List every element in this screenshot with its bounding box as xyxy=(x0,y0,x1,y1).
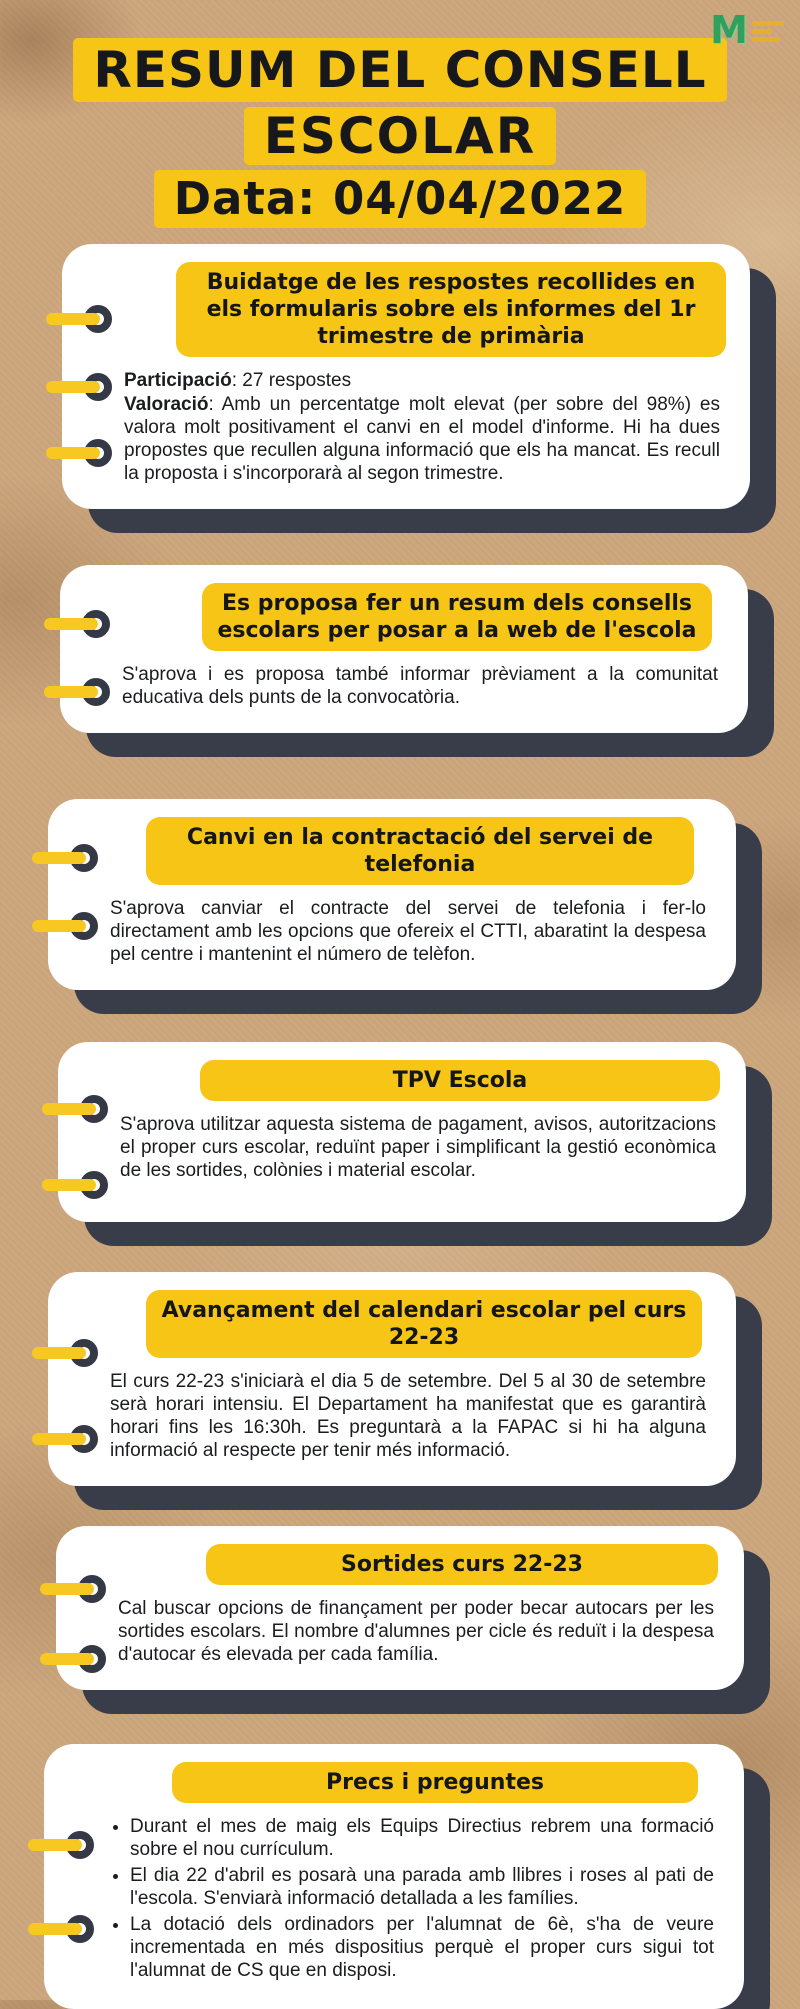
binder-clip-icon xyxy=(32,911,98,941)
poster-title-line2: ESCOLAR xyxy=(244,107,556,165)
card-heading: Avançament del calendari escolar pel curs 22-23 xyxy=(146,1290,702,1358)
card-body: El curs 22-23 s'iniciarà el dia 5 de setembre. Del 5 al 30 de setembre serà horari intensiu. El Departament ha manifestat que es garantirà horari fins les 16:30h. Es preguntarà a la FAPAC si hi ha alguna informació al respecte per tenir més informació. xyxy=(110,1371,706,1461)
valuation-value: : Amb un percentatge molt elevat (per sobre del 98%) es valora molt positivament el canvi en el model d'informe. Hi ha dues propostes que recullen alguna informació que els ha mancat. Es recull la proposta i s'incorporarà al segon trimestre. xyxy=(124,394,720,484)
binder-clip-icon xyxy=(32,1424,98,1454)
card-tpv xyxy=(58,1042,746,1222)
card-body: S'aprova canviar el contracte del servei de telefonia i fer-lo directament amb les opcions que ofereix el CTTI, abaratint la despesa pel centre i mantenint el número de telèfon. xyxy=(110,898,706,965)
card-body: Cal buscar opcions de finançament per poder becar autocars per les sortides escolars. El nombre d'alumnes per cicle és reduït i la despesa d'autocar és elevada per cada família. xyxy=(118,1598,714,1665)
binder-clip-icon xyxy=(32,1338,98,1368)
card-body: S'aprova i es proposa també informar prèviament a la comunitat educativa dels punts de la convocatòria. xyxy=(122,664,718,708)
card-heading: TPV Escola xyxy=(200,1060,720,1101)
card-precs-i-preguntes xyxy=(44,1744,744,2009)
card-paragraph-participacio xyxy=(124,369,720,392)
card-heading: Precs i preguntes xyxy=(172,1762,698,1803)
bullet-item: • Durant el mes de maig els Equips Directius rebrem una formació sobre el nou currículum. xyxy=(130,1815,714,1861)
poster-date: Data: 04/04/2022 xyxy=(154,170,647,228)
poster-title-line1: RESUM DEL CONSELL xyxy=(73,38,726,102)
binder-clip-icon xyxy=(42,1094,108,1124)
school-logo-text-lines-icon xyxy=(752,21,784,42)
binder-clip-icon xyxy=(44,609,110,639)
card-heading: Canvi en la contractació del servei de telefonia xyxy=(146,817,694,885)
binder-clip-icon xyxy=(28,1830,94,1860)
binder-clip-icon xyxy=(40,1574,106,1604)
binder-clip-icon xyxy=(28,1914,94,1944)
participation-value: : 27 respostes xyxy=(231,370,352,391)
card-heading: Buidatge de les respostes recollides en els formularis sobre els informes del 1r trimestre de primària xyxy=(176,262,726,357)
card-telefonia xyxy=(48,799,736,990)
card-resum-web xyxy=(60,565,748,733)
cards-column xyxy=(0,244,800,2009)
poster-title xyxy=(0,0,800,228)
binder-clip-icon xyxy=(46,304,112,334)
binder-clip-icon xyxy=(44,677,110,707)
binder-clip-icon xyxy=(46,438,112,468)
binder-clip-icon xyxy=(46,372,112,402)
card-calendari xyxy=(48,1272,736,1486)
card-body: S'aprova utilitzar aquesta sistema de pagament, avisos, autoritzacions el proper curs escolar, reduïnt paper i simplificant la gestió econòmica de les sortides, colònies i material escolar. xyxy=(120,1114,716,1181)
binder-clip-icon xyxy=(40,1644,106,1674)
card-bullet-list xyxy=(106,1815,714,1982)
participation-label: Participació xyxy=(124,370,232,391)
card-sortides xyxy=(56,1526,744,1690)
bullet-item: • El dia 22 d'abril es posarà una parada amb llibres i roses al pati de l'escola. S'enviarà informació detallada a les famílies. xyxy=(130,1864,714,1910)
card-formularis xyxy=(62,244,750,509)
school-logo xyxy=(710,8,784,52)
bullet-item: • La dotació dels ordinadors per l'alumnat de 6è, s'ha de veure incrementada en més dispositius perquè el proper curs sigui tot l'alumnat de CS que en disposi. xyxy=(130,1913,714,1982)
school-logo-monogram: M xyxy=(710,8,748,52)
card-paragraph-valoracio xyxy=(124,393,720,485)
binder-clip-icon xyxy=(32,843,98,873)
valuation-label: Valoració xyxy=(124,394,209,415)
card-heading: Sortides curs 22-23 xyxy=(206,1544,718,1585)
card-heading: Es proposa fer un resum dels consells escolars per posar a la web de l'escola xyxy=(202,583,712,651)
binder-clip-icon xyxy=(42,1170,108,1200)
